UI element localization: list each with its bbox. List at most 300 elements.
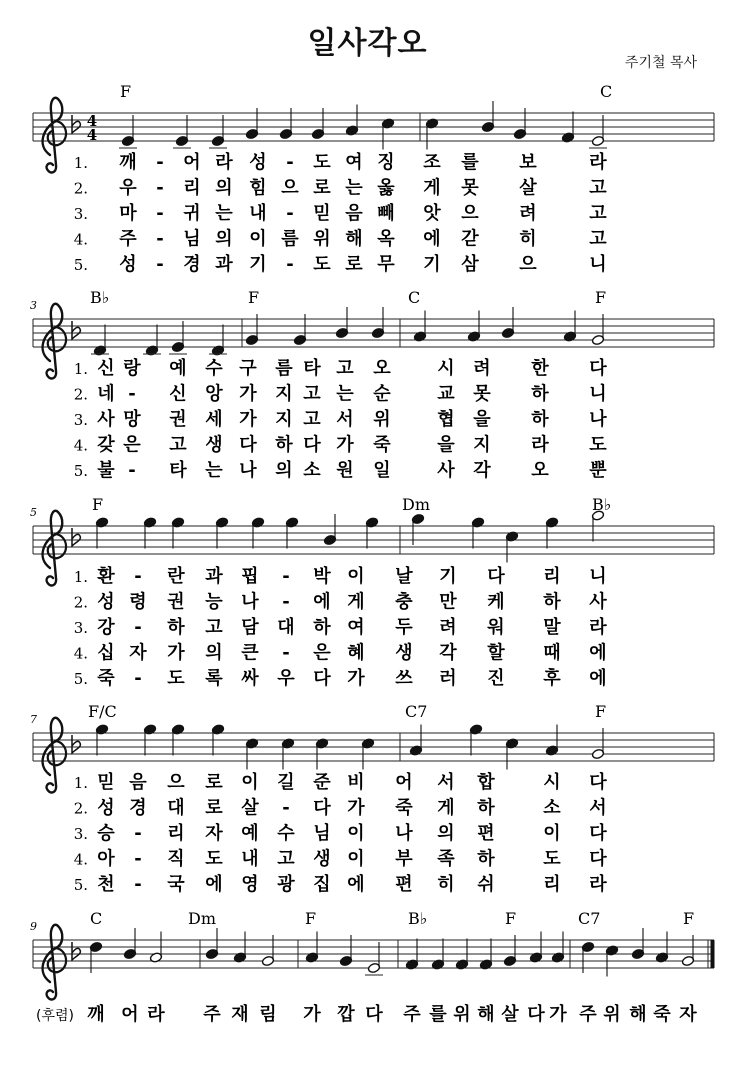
lyric-syllable: 이 <box>347 566 365 587</box>
lyric-syllable: 위 <box>313 228 331 250</box>
verse-number: 2. <box>73 179 88 198</box>
lyric-syllable: 두 <box>395 617 413 638</box>
lyric-syllable: 리 <box>167 823 185 844</box>
chord-symbol: F <box>505 909 517 928</box>
lyric-syllable: 충 <box>395 591 413 613</box>
lyric-syllable: 라 <box>215 152 233 173</box>
lyric-syllable: 님 <box>313 823 331 844</box>
chord-symbol: C7 <box>578 909 601 928</box>
lyric-syllable: 길 <box>277 772 295 793</box>
lyric-syllable: 무 <box>377 254 395 275</box>
lyric-syllable: 성 <box>119 254 137 275</box>
lyric-syllable: 순 <box>373 383 391 405</box>
lyric-syllable: 음 <box>129 772 147 793</box>
lyric-syllable: 각 <box>473 460 491 481</box>
lyric-syllable: 리 <box>183 177 201 199</box>
lyric-syllable: 음 <box>345 203 363 224</box>
treble-clef <box>43 98 66 173</box>
lyric-syllable: 나 <box>239 460 257 481</box>
refrain-syllable: 죽 <box>653 1004 671 1025</box>
lyric-syllable: 지 <box>275 409 293 430</box>
lyric-syllable: 랑 <box>123 358 141 379</box>
refrain-syllable: 어 <box>121 1004 139 1025</box>
lyric-syllable: 을 <box>437 434 455 456</box>
verse-number: 1. <box>73 774 88 792</box>
refrain-syllable: 살 <box>501 1004 519 1025</box>
treble-clef <box>43 718 66 793</box>
lyric-syllable: 권 <box>167 591 185 613</box>
lyric-syllable: 내 <box>249 203 267 224</box>
lyric-syllable: 지 <box>473 434 491 456</box>
lyric-syllable: 날 <box>395 566 413 587</box>
lyric-syllable: 리 <box>543 874 561 895</box>
lyric-syllable: 죽 <box>373 434 391 456</box>
refrain-syllable: 라 <box>147 1004 165 1025</box>
verse-number: 3. <box>73 825 88 843</box>
lyric-syllable: 게 <box>437 797 455 819</box>
lyric-syllable: 뿐 <box>589 460 607 481</box>
lyric-syllable: - <box>282 591 290 613</box>
lyric-syllable: 고 <box>589 177 607 199</box>
lyric-syllable: 다 <box>303 434 321 456</box>
refrain-syllable: 주 <box>203 1004 221 1025</box>
treble-clef <box>43 925 66 1000</box>
lyric-syllable: 사 <box>589 591 607 613</box>
lyric-syllable: - <box>156 203 164 224</box>
lyric-syllable: 하 <box>531 409 549 430</box>
lyric-syllable: 사 <box>97 409 115 430</box>
chord-symbol: F/C <box>88 702 117 721</box>
flat-key-signature <box>72 321 80 339</box>
lyric-syllable: 고 <box>169 434 187 456</box>
lyric-syllable: 과 <box>215 254 233 275</box>
lyric-syllable: 가 <box>239 409 257 430</box>
lyric-syllable: 망 <box>123 409 141 430</box>
lyric-syllable: 성 <box>97 797 115 819</box>
lyric-syllable: 니 <box>589 254 607 275</box>
chord-symbol: B♭ <box>592 495 612 514</box>
staff-system <box>30 920 714 999</box>
lyric-syllable: - <box>134 617 142 638</box>
refrain-syllable: 를 <box>429 1004 447 1025</box>
lyric-syllable: - <box>134 668 142 689</box>
lyric-syllable: 족 <box>437 848 455 870</box>
lyric-syllable: 타 <box>169 460 187 481</box>
lyric-syllable: 다 <box>239 434 257 456</box>
lyric-syllable: 러 <box>439 668 457 689</box>
verse-number: 1. <box>73 360 88 378</box>
lyric-syllable: 하 <box>313 617 331 638</box>
verse-number: 3. <box>73 411 88 429</box>
lyric-syllable: 쓰 <box>395 668 413 689</box>
lyric-syllable: 다 <box>589 772 607 793</box>
time-signature-top: 4 <box>86 112 98 130</box>
lyric-syllable: 자 <box>205 823 223 844</box>
treble-clef <box>43 511 66 586</box>
lyric-syllable: 는 <box>345 177 363 199</box>
lyric-syllable: - <box>286 203 294 224</box>
lyric-syllable: 려 <box>439 617 457 638</box>
lyric-syllable: 소 <box>543 797 561 819</box>
lyric-syllable: 앗 <box>423 203 441 224</box>
verse-number: 1. <box>73 154 88 172</box>
lyric-syllable: 자 <box>129 642 147 664</box>
lyric-syllable: 싸 <box>241 668 259 689</box>
lyric-syllable: 우 <box>277 668 295 689</box>
lyric-syllable: 타 <box>303 358 321 379</box>
chord-symbol: F <box>595 702 607 721</box>
lyric-syllable: 록 <box>205 668 223 689</box>
lyric-syllable: 경 <box>129 797 147 819</box>
lyric-syllable: 사 <box>437 460 455 481</box>
lyric-syllable: 니 <box>589 383 607 405</box>
refrain-syllable: 재 <box>231 1004 249 1025</box>
lyric-syllable: 생 <box>395 642 413 664</box>
lyric-syllable: 하 <box>477 797 495 819</box>
lyric-syllable: 천 <box>97 874 115 895</box>
verse-number: 3. <box>73 205 88 223</box>
lyric-syllable: 고 <box>303 409 321 430</box>
lyric-syllable: 고 <box>589 203 607 224</box>
measure-number: 7 <box>30 713 37 726</box>
chord-symbol: Dm <box>188 909 216 928</box>
refrain-syllable: 위 <box>453 1004 471 1025</box>
verse-number: 2. <box>73 385 88 404</box>
lyric-syllable: 협 <box>437 409 455 430</box>
chord-symbol: F <box>92 495 104 514</box>
flat-key-signature <box>72 735 80 753</box>
lyric-syllable: 십 <box>97 642 115 664</box>
lyric-syllable: - <box>156 228 164 250</box>
lyric-syllable: 때 <box>543 642 561 664</box>
lyric-syllable: 만 <box>439 591 457 613</box>
lyric-syllable: - <box>282 642 290 664</box>
lyric-syllable: 대 <box>277 617 295 638</box>
refrain-syllable: 주 <box>579 1004 597 1025</box>
lyric-syllable: 비 <box>347 772 365 793</box>
lyric-syllable: 소 <box>303 460 321 481</box>
lyric-syllable: 영 <box>241 874 259 895</box>
lyric-syllable: 환 <box>97 566 115 587</box>
lyric-syllable: 후 <box>543 668 561 689</box>
treble-clef <box>43 304 66 379</box>
lyric-syllable: 도 <box>543 848 561 870</box>
lyric-syllable: 로 <box>345 254 363 275</box>
lyric-syllable: 고 <box>589 228 607 250</box>
refrain-syllable: 가 <box>303 1004 321 1025</box>
lyric-syllable: 아 <box>97 848 115 870</box>
chord-symbol: B♭ <box>408 909 428 928</box>
lyric-syllable: 박 <box>313 566 331 587</box>
lyric-syllable: 한 <box>531 358 549 379</box>
lyric-syllable: 우 <box>119 177 137 199</box>
lyric-syllable: 이 <box>347 823 365 844</box>
lyric-syllable: 라 <box>531 434 549 456</box>
lyric-syllable: 는 <box>336 383 354 405</box>
lyric-syllable: 시 <box>543 772 561 793</box>
flat-key-signature <box>72 528 80 546</box>
lyric-syllable: 어 <box>183 152 201 173</box>
lyric-syllable: 부 <box>395 848 413 870</box>
lyric-syllable: 지 <box>275 383 293 405</box>
lyric-syllable: 기 <box>423 254 441 275</box>
lyric-syllable: 로 <box>205 797 223 819</box>
lyric-syllable: 히 <box>437 874 455 895</box>
lyric-syllable: 여 <box>347 617 365 638</box>
lyric-syllable: 에 <box>347 874 365 895</box>
lyric-syllable: 귀 <box>183 203 201 224</box>
staff-system <box>30 506 714 585</box>
verse-number: 5. <box>73 670 88 688</box>
lyric-syllable: 령 <box>129 591 147 613</box>
lyric-syllable: 대 <box>167 797 185 819</box>
lyric-syllable: 나 <box>589 409 607 430</box>
lyric-syllable: 이 <box>241 772 259 793</box>
chord-symbol: F <box>120 82 132 101</box>
lyric-syllable: 님 <box>183 228 201 250</box>
refrain-syllable: 자 <box>679 1004 697 1025</box>
lyric-syllable: 조 <box>423 152 441 173</box>
measure-number: 5 <box>30 506 37 519</box>
lyric-syllable: 성 <box>97 591 115 613</box>
lyric-syllable: 죽 <box>395 797 413 819</box>
refrain-syllable: 다 <box>527 1004 545 1025</box>
lyric-syllable: - <box>156 152 164 173</box>
lyric-syllable: 믿 <box>313 203 331 224</box>
lyric-syllable: 으 <box>167 772 185 793</box>
lyric-syllable: 여 <box>345 152 363 173</box>
refrain-syllable: 깝 <box>337 1004 355 1025</box>
lyric-syllable: 말 <box>543 617 561 638</box>
lyric-syllable: 하 <box>167 617 185 638</box>
lyric-syllable: 네 <box>97 383 115 405</box>
lyric-syllable: 에 <box>205 874 223 895</box>
lyric-syllable: 다 <box>313 797 331 819</box>
lyric-syllable: 과 <box>205 566 223 587</box>
chord-symbol: Dm <box>402 495 430 514</box>
lyric-syllable: 합 <box>477 772 495 793</box>
refrain-syllable: 해 <box>477 1004 495 1025</box>
lyric-syllable: 오 <box>531 460 549 481</box>
lyric-syllable: 삼 <box>461 254 479 275</box>
lyric-syllable: 생 <box>313 848 331 870</box>
lyric-syllable: 오 <box>373 358 391 379</box>
lyric-syllable: 서 <box>437 772 455 793</box>
time-signature-bottom: 4 <box>86 126 98 144</box>
lyric-syllable: - <box>128 383 136 405</box>
lyric-syllable: 일 <box>373 460 391 481</box>
lyric-syllable: 진 <box>487 668 505 689</box>
lyric-syllable: 려 <box>473 358 491 379</box>
lyric-syllable: 수 <box>205 358 223 379</box>
lyric-syllable: 광 <box>277 874 295 895</box>
lyric-syllable: 이 <box>249 228 267 250</box>
lyric-syllable: 라 <box>589 617 607 638</box>
lyric-syllable: - <box>156 177 164 199</box>
lyric-syllable: 으 <box>519 254 537 275</box>
lyric-syllable: 혜 <box>347 642 365 664</box>
lyric-syllable: 으 <box>281 177 299 199</box>
lyric-syllable: 가 <box>347 668 365 689</box>
lyric-syllable: 기 <box>249 254 267 275</box>
lyric-syllable: 신 <box>169 383 187 405</box>
refrain-label: (후렴) <box>36 1008 74 1024</box>
lyric-syllable: 게 <box>423 177 441 199</box>
lyric-syllable: 다 <box>487 566 505 587</box>
lyric-syllable: 에 <box>589 668 607 689</box>
lyric-syllable: 편 <box>477 823 495 844</box>
lyric-syllable: 어 <box>395 772 413 793</box>
lyric-syllable: 살 <box>241 797 259 819</box>
lyric-syllable: 기 <box>439 566 457 587</box>
chord-symbol: F <box>683 909 695 928</box>
lyric-syllable: 의 <box>205 642 223 664</box>
lyric-syllable: 승 <box>97 823 115 844</box>
lyric-syllable: 다 <box>589 848 607 870</box>
lyric-syllable: 히 <box>519 228 537 250</box>
lyric-syllable: 예 <box>241 823 259 844</box>
chord-symbol: C <box>408 288 421 307</box>
lyric-syllable: 가 <box>167 642 185 664</box>
lyric-syllable: 준 <box>313 772 331 793</box>
lyric-syllable: 핍 <box>241 566 259 587</box>
lyric-syllable: 권 <box>169 409 187 430</box>
lyric-syllable: 옳 <box>377 177 395 199</box>
lyric-syllable: 가 <box>336 434 354 456</box>
lyric-syllable: 능 <box>205 591 223 613</box>
lyric-syllable: 은 <box>123 434 141 456</box>
lyric-syllable: 의 <box>215 228 233 250</box>
lyric-syllable: 신 <box>97 358 115 379</box>
lyric-syllable: 수 <box>277 823 295 844</box>
measure-number: 9 <box>30 920 37 933</box>
lyric-syllable: 의 <box>215 177 233 199</box>
lyric-syllable: 직 <box>167 848 185 870</box>
lyric-syllable: - <box>286 152 294 173</box>
lyric-syllable: 서 <box>336 409 354 430</box>
lyric-syllable: 이 <box>543 823 561 844</box>
lyric-syllable: 리 <box>543 566 561 587</box>
lyric-syllable: - <box>286 254 294 275</box>
lyric-syllable: 각 <box>439 642 457 664</box>
chord-symbol: F <box>305 909 317 928</box>
lyric-syllable: 편 <box>395 874 413 895</box>
lyric-syllable: 빼 <box>377 203 395 224</box>
lyric-syllable: 고 <box>303 383 321 405</box>
lyric-syllable: 하 <box>275 434 293 456</box>
lyric-syllable: 해 <box>345 228 363 250</box>
lyric-syllable: 불 <box>97 460 115 481</box>
song-title: 일사각오 <box>307 26 428 61</box>
lyric-syllable: 갖 <box>97 434 115 456</box>
lyric-syllable: 의 <box>437 823 455 844</box>
lyric-syllable: - <box>134 848 142 870</box>
lyric-syllable: 라 <box>589 874 607 895</box>
lyric-syllable: - <box>134 874 142 895</box>
lyric-syllable: 못 <box>473 383 491 405</box>
measure-number: 3 <box>30 299 37 312</box>
lyric-syllable: 게 <box>347 591 365 613</box>
lyric-syllable: 워 <box>487 617 505 638</box>
lyric-syllable: - <box>134 566 142 587</box>
lyric-syllable: 로 <box>205 772 223 793</box>
lyric-syllable: 시 <box>437 358 455 379</box>
composer-credit: 주기철 목사 <box>624 55 697 71</box>
lyric-syllable: 름 <box>281 228 299 250</box>
lyric-syllable: 하 <box>531 383 549 405</box>
lyric-syllable: 도 <box>167 668 185 689</box>
lyric-syllable: 다 <box>313 668 331 689</box>
lyric-syllable: 에 <box>423 228 441 250</box>
lyric-syllable: 담 <box>241 617 259 638</box>
lyric-syllable: 깨 <box>119 152 137 173</box>
refrain-syllable: 림 <box>259 1004 277 1025</box>
lyric-syllable: 죽 <box>97 668 115 689</box>
chord-symbol: C7 <box>405 702 428 721</box>
lyric-syllable: 가 <box>347 797 365 819</box>
lyric-syllable: 보 <box>519 152 537 173</box>
refrain-syllable: 위 <box>603 1004 621 1025</box>
lyric-syllable: 앙 <box>205 383 223 405</box>
lyric-syllable: 강 <box>97 617 115 638</box>
lyric-syllable: 고 <box>205 617 223 638</box>
chord-symbol: B♭ <box>90 288 110 307</box>
lyric-syllable: 할 <box>487 642 505 664</box>
verse-number: 5. <box>73 256 88 274</box>
lyric-syllable: 내 <box>241 848 259 870</box>
lyric-syllable: 성 <box>249 152 267 173</box>
verse-number: 2. <box>73 593 88 612</box>
verse-number: 4. <box>73 230 88 249</box>
lyric-syllable: 예 <box>169 358 187 379</box>
lyric-syllable: 가 <box>239 383 257 405</box>
flat-key-signature <box>72 115 80 133</box>
lyric-syllable: 를 <box>461 152 479 173</box>
lyric-syllable: 에 <box>589 642 607 664</box>
lyric-syllable: 고 <box>336 358 354 379</box>
refrain-syllable: 해 <box>629 1004 647 1025</box>
refrain-syllable: 주 <box>403 1004 421 1025</box>
lyric-syllable: 도 <box>313 254 331 275</box>
lyric-syllable: 으 <box>461 203 479 224</box>
verse-number: 4. <box>73 436 88 455</box>
lyric-syllable: 는 <box>215 203 233 224</box>
refrain-syllable: 다 <box>365 1004 383 1025</box>
lyric-syllable: 다 <box>589 358 607 379</box>
verse-number: 4. <box>73 644 88 663</box>
lyric-syllable: 쉬 <box>477 874 495 895</box>
lyric-syllable: 큰 <box>241 642 259 664</box>
lyric-syllable: 로 <box>313 177 331 199</box>
verse-number: 5. <box>73 876 88 894</box>
lyric-syllable: 주 <box>119 228 137 250</box>
lyric-syllable: 하 <box>477 848 495 870</box>
lyric-syllable: - <box>134 823 142 844</box>
refrain-syllable: 깨 <box>87 1004 105 1025</box>
lyric-syllable: 마 <box>119 203 137 224</box>
lyric-syllable: 도 <box>589 434 607 456</box>
lyric-syllable: 믿 <box>97 772 115 793</box>
lyric-syllable: 옥 <box>377 228 395 250</box>
lyric-syllable: 집 <box>313 874 331 895</box>
lyric-syllable: 위 <box>373 409 391 430</box>
lyric-syllable: - <box>156 254 164 275</box>
lyric-syllable: 서 <box>589 797 607 819</box>
lyric-syllable: 하 <box>543 591 561 613</box>
lyric-syllable: 에 <box>313 591 331 613</box>
lyric-syllable: 못 <box>461 177 479 199</box>
lyric-syllable: 경 <box>183 254 201 275</box>
